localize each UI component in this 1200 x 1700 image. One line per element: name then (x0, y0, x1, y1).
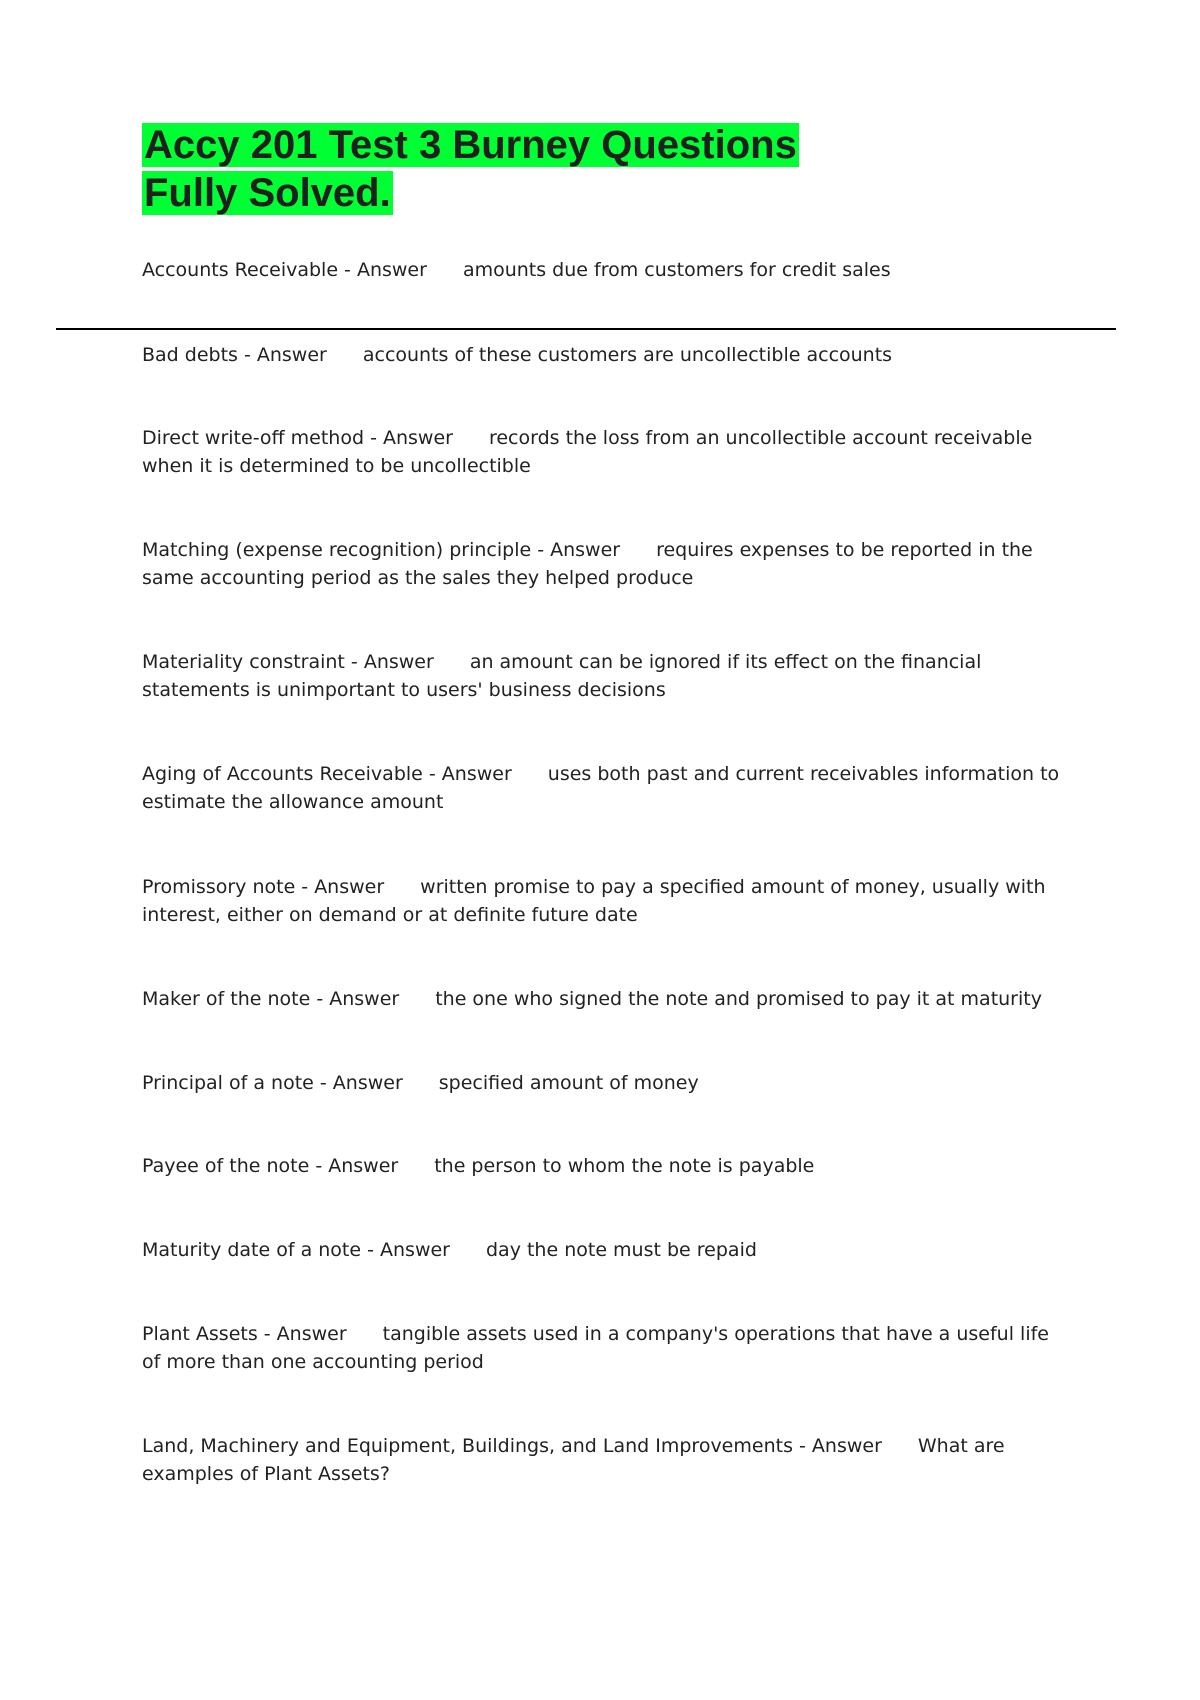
qa-item-direct-write-off (142, 424, 1062, 480)
qa-item-accounts-receivable (142, 256, 1062, 284)
qa-term: Accounts Receivable - Answer (142, 259, 427, 281)
qa-item-maker-of-note (142, 985, 1062, 1013)
qa-item-promissory-note (142, 873, 1062, 929)
qa-definition: the one who signed the note and promised to pay it at maturity (435, 988, 1042, 1010)
qa-term: Principal of a note - Answer (142, 1072, 403, 1094)
qa-item-maturity-date (142, 1236, 1062, 1264)
qa-term: Promissory note - Answer (142, 876, 385, 898)
qa-term: Maker of the note - Answer (142, 988, 400, 1010)
qa-definition: the person to whom the note is payable (434, 1155, 815, 1177)
qa-item-plant-asset-examples (142, 1432, 1062, 1488)
qa-definition: uses both past and current receivables information to estimate the allowance amount (142, 763, 1060, 813)
qa-item-principal-of-note (142, 1069, 1062, 1097)
qa-item-bad-debts (142, 341, 1062, 369)
title-line-2: Fully Solved. (144, 171, 391, 215)
title-highlight (142, 123, 799, 215)
qa-term: Materiality constraint - Answer (142, 651, 434, 673)
qa-term: Aging of Accounts Receivable - Answer (142, 763, 512, 785)
qa-item-aging-receivable (142, 760, 1062, 816)
qa-term: Plant Assets - Answer (142, 1323, 347, 1345)
qa-item-payee-of-note (142, 1152, 1062, 1180)
qa-term: Maturity date of a note - Answer (142, 1239, 450, 1261)
qa-definition: written promise to pay a specified amount of money, usually with interest, either on demand or at definite future date (142, 876, 1046, 926)
qa-definition: records the loss from an uncollectible account receivable when it is determined to be uncollectible (142, 427, 1033, 477)
qa-term: Bad debts - Answer (142, 344, 327, 366)
qa-definition: requires expenses to be reported in the same accounting period as the sales they helped produce (142, 539, 1033, 589)
qa-item-materiality-constraint (142, 648, 1062, 704)
qa-definition: tangible assets used in a company's operations that have a useful life of more than one accounting period (142, 1323, 1049, 1373)
qa-definition: an amount can be ignored if its effect on the financial statements is unimportant to users' business decisions (142, 651, 982, 701)
qa-item-plant-assets (142, 1320, 1062, 1376)
qa-term: Payee of the note - Answer (142, 1155, 399, 1177)
qa-definition: amounts due from customers for credit sales (462, 259, 891, 281)
qa-definition: day the note must be repaid (486, 1239, 757, 1261)
qa-term: Land, Machinery and Equipment, Buildings, and Land Improvements - Answer (142, 1435, 882, 1457)
qa-term: Matching (expense recognition) principle - Answer (142, 539, 621, 561)
horizontal-divider (56, 328, 1116, 330)
title-line-1: Accy 201 Test 3 Burney Questions (144, 123, 797, 167)
qa-definition: accounts of these customers are uncollectible accounts (362, 344, 893, 366)
qa-definition: What are examples of Plant Assets? (142, 1435, 1005, 1485)
qa-item-matching-principle (142, 536, 1062, 592)
qa-definition: specified amount of money (438, 1072, 699, 1094)
document-title (142, 121, 962, 217)
qa-term: Direct write-off method - Answer (142, 427, 453, 449)
